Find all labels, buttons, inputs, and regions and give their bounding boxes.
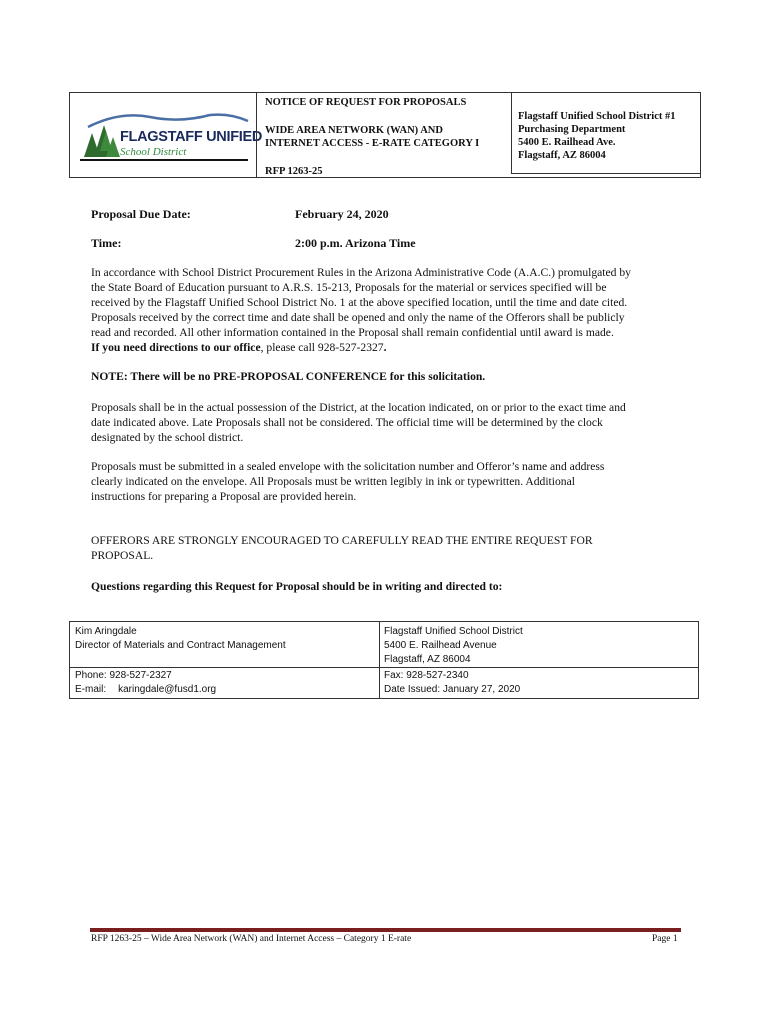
contact-name: Kim Aringdale <box>75 626 137 637</box>
footer-title: RFP 1263-25 – Wide Area Network (WAN) and Internet Access – Category 1 E-rate <box>91 934 412 944</box>
project-title <box>265 124 479 150</box>
paragraph-line: designated by the school district. <box>91 431 244 444</box>
contact-fax: Fax: 928-527-2340 <box>384 670 469 681</box>
paragraph-line: Proposals shall be in the actual possession of the District, at the location indicated, on or prior to the exact time and <box>91 401 626 414</box>
footer-rule <box>90 928 681 932</box>
email-link[interactable]: karingdale@fusd1.org <box>118 684 217 695</box>
contact-phone-email-cell <box>75 669 216 697</box>
address-line-1: Flagstaff Unified School District #1 <box>518 111 676 122</box>
contact-city: Flagstaff, AZ 86004 <box>384 654 471 665</box>
contact-org: Flagstaff Unified School District <box>384 626 523 637</box>
directions-period: . <box>383 341 387 354</box>
paragraph-line: instructions for preparing a Proposal are provided herein. <box>91 490 357 503</box>
logo-cell <box>70 93 263 177</box>
address-line-4: Flagstaff, AZ 86004 <box>518 150 606 161</box>
district-address-cell <box>511 93 701 174</box>
directions-line <box>91 340 687 355</box>
logo-underline <box>80 159 248 161</box>
contact-street: 5400 E. Railhead Avenue <box>384 640 497 651</box>
encourage-notice <box>91 533 687 563</box>
date-issued: Date Issued: January 27, 2020 <box>384 684 521 695</box>
notice-cell <box>256 93 512 177</box>
submission-paragraph <box>91 459 687 504</box>
contact-address-cell <box>384 625 523 667</box>
contact-phone: Phone: 928-527-2327 <box>75 670 172 681</box>
contact-fax-date-cell <box>384 669 520 697</box>
contact-table <box>69 621 699 699</box>
logo-name-secondary: School District <box>120 146 187 158</box>
address-line-2: Purchasing Department <box>518 124 626 135</box>
paragraph-line: received by the Flagstaff Unified School District No. 1 at the above specified location, until the time and date cited. <box>91 296 628 309</box>
paragraph-line: In accordance with School District Procurement Rules in the Arizona Administrative Code (A.A.C.) promulgated by <box>91 266 631 279</box>
notice-title: NOTICE OF REQUEST FOR PROPOSALS <box>265 97 467 108</box>
paragraph-line: Proposals must be submitted in a sealed envelope with the solicitation number and Offeror’s name and address <box>91 460 605 473</box>
possession-paragraph <box>91 400 687 445</box>
time-label: Time: <box>91 236 122 250</box>
rfp-number: RFP 1263-25 <box>265 166 323 177</box>
row-divider <box>70 667 698 668</box>
paragraph-line: OFFERORS ARE STRONGLY ENCOURAGED TO CAREFULLY READ THE ENTIRE REQUEST FOR <box>91 534 593 547</box>
email-label: E-mail: <box>75 684 107 695</box>
paragraph-line: read and recorded. All other information contained in the Proposal shall remain confidential until award is made. <box>91 326 614 339</box>
time-value: 2:00 p.m. Arizona Time <box>295 236 416 250</box>
questions-heading: Questions regarding this Request for Proposal should be in writing and directed to: <box>91 580 503 593</box>
directions-phone: , please call 928-527-2327 <box>260 341 384 354</box>
due-date-value: February 24, 2020 <box>295 207 389 221</box>
paragraph-line: Proposals received by the correct time and date shall be opened and only the name of the Offerors shall be publicly <box>91 311 625 324</box>
contact-email-row <box>75 683 216 697</box>
project-line-1: WIDE AREA NETWORK (WAN) AND <box>265 125 443 136</box>
contact-name-cell <box>75 625 286 653</box>
logo-name-primary: FLAGSTAFF UNIFIED <box>120 129 263 145</box>
paragraph-line: date indicated above. Late Proposals shall not be considered. The official time will be determined by the clock <box>91 416 603 429</box>
paragraph-line: clearly indicated on the envelope. All Proposals must be written legibly in ink or typewritten. Additional <box>91 475 575 488</box>
directions-bold: If you need directions to our office <box>91 341 261 354</box>
column-divider <box>379 622 380 698</box>
contact-title: Director of Materials and Contract Management <box>75 640 286 651</box>
due-date-label: Proposal Due Date: <box>91 207 191 221</box>
pre-proposal-note: NOTE: There will be no PRE-PROPOSAL CONFERENCE for this solicitation. <box>91 370 486 383</box>
address-line-3: 5400 E. Railhead Ave. <box>518 137 616 148</box>
project-line-2: INTERNET ACCESS - E-RATE CATEGORY I <box>265 138 480 149</box>
paragraph-line: PROPOSAL. <box>91 549 154 562</box>
procurement-paragraph <box>91 265 687 355</box>
header-box <box>69 92 701 178</box>
page-number: Page 1 <box>652 934 678 944</box>
paragraph-line: the State Board of Education pursuant to A.R.S. 15-213, Proposals for the material or services specified will be <box>91 281 607 294</box>
district-logo <box>80 109 263 167</box>
